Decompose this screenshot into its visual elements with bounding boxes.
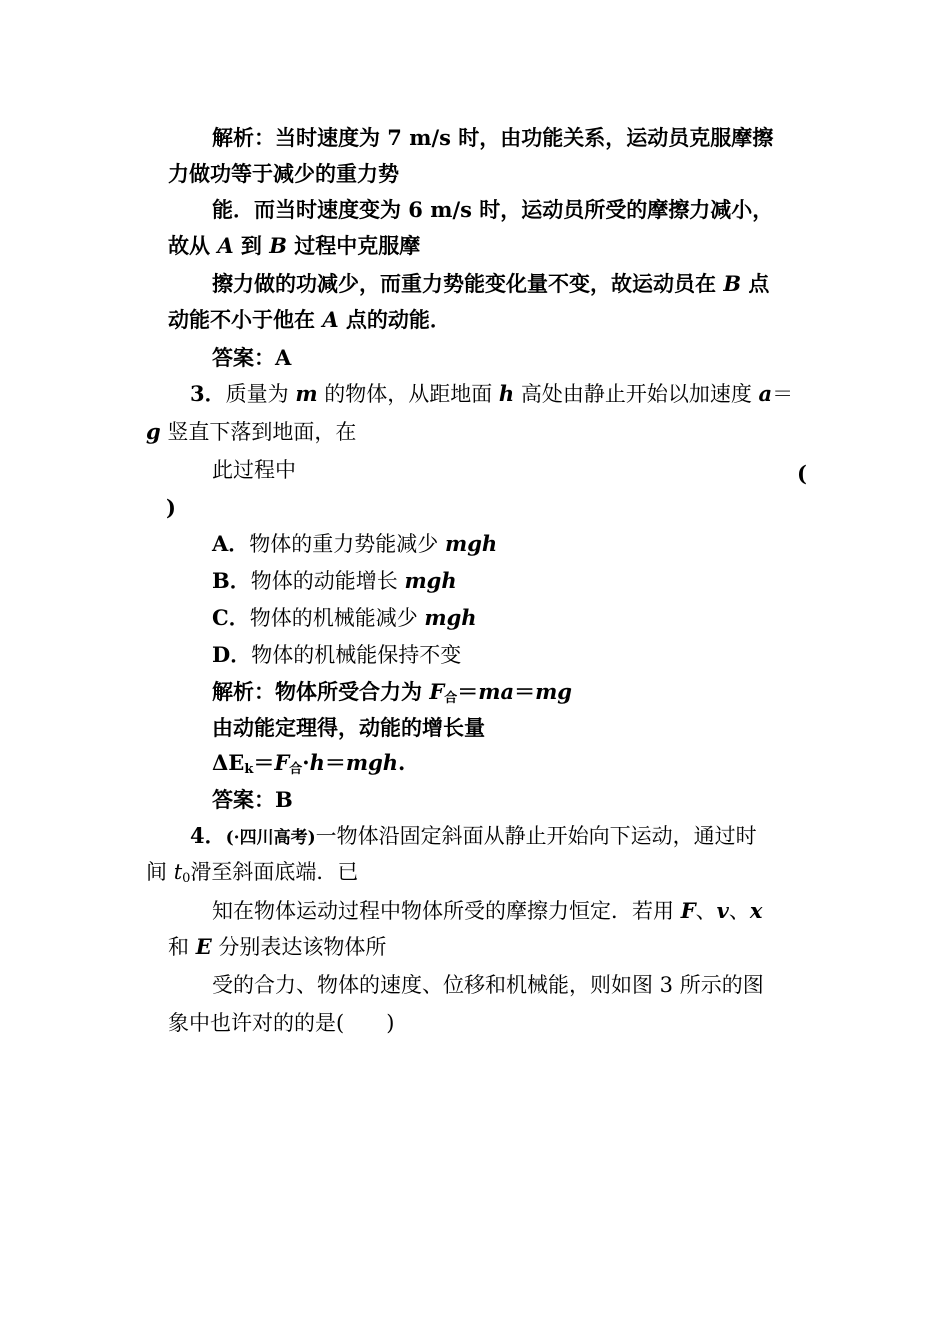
point-a-symbol: A bbox=[322, 307, 339, 332]
var-f: F bbox=[680, 898, 696, 923]
text-fragment: 点 bbox=[741, 271, 770, 296]
option-text: 物体的机械能保持不变 bbox=[251, 643, 462, 667]
option-expr: mgh bbox=[404, 568, 457, 593]
question-4-line-3 bbox=[212, 897, 762, 925]
text-fragment: 点的动能． bbox=[338, 307, 451, 332]
text-fragment: 知在物体运动过程中物体所受的摩擦力恒定．若用 bbox=[212, 899, 681, 923]
question-3-line-2 bbox=[146, 418, 356, 446]
answer-q2: 答案：A bbox=[212, 345, 292, 370]
text-fragment: 间 bbox=[146, 860, 174, 884]
question-4-line-4 bbox=[168, 933, 386, 961]
var-e: E bbox=[195, 934, 212, 959]
explanation-line-5 bbox=[212, 270, 769, 298]
option-expr: mgh bbox=[444, 531, 498, 556]
text-fragment: 竖直下落到地面，在 bbox=[160, 420, 357, 444]
explanation-line-3: 能．而当时速度变为 6 m/s 时，运动员所受的摩擦力减小， bbox=[212, 197, 774, 222]
question-number: 4． bbox=[190, 823, 226, 848]
text-fragment: 滑至斜面底端．已 bbox=[190, 860, 359, 884]
var-v: v bbox=[716, 898, 729, 923]
answer-paren-close: ) bbox=[166, 495, 176, 520]
question-4-line-6: 象中也许对的的是( ) bbox=[168, 1011, 395, 1035]
var-x: x bbox=[749, 898, 763, 923]
option-label: A． bbox=[212, 531, 250, 556]
var-f: F bbox=[429, 679, 445, 704]
dot-operator: · bbox=[302, 750, 310, 775]
equals-sign: ＝ bbox=[514, 679, 536, 704]
explanation-line-6 bbox=[168, 306, 451, 334]
separator: 、 bbox=[695, 899, 717, 923]
question-4-line-5: 受的合力、物体的速度、位移和机械能，则如图 3 所示的图 bbox=[212, 973, 764, 997]
option-d bbox=[212, 641, 461, 669]
subscript: 0 bbox=[182, 871, 191, 886]
option-text: 物体的机械能减少 bbox=[249, 606, 425, 630]
question-3-line-1 bbox=[190, 380, 793, 408]
point-b-symbol: B bbox=[269, 233, 287, 258]
delta-e: ΔE bbox=[212, 750, 245, 775]
explanation-line-2: 力做功等于减少的重力势 bbox=[168, 161, 399, 186]
explanation-label: 解析： bbox=[212, 679, 275, 704]
separator: 、 bbox=[728, 899, 750, 923]
text-fragment: 动能不小于他在 bbox=[168, 307, 323, 332]
option-a bbox=[212, 530, 497, 558]
question-4-line-1 bbox=[190, 822, 757, 852]
var-m: m bbox=[295, 381, 318, 406]
text-fragment: 故从 bbox=[168, 233, 218, 258]
text-fragment: 一物体沿固定斜面从静止开始向下运动，通过时 bbox=[315, 824, 757, 848]
point-b-symbol: B bbox=[723, 271, 742, 296]
text-fragment: 到 bbox=[233, 233, 270, 258]
text-fragment: 分别表达该物体所 bbox=[211, 935, 387, 959]
text-fragment: 擦力做的功减少，而重力势能变化量不变，故运动员在 bbox=[212, 271, 724, 296]
option-c bbox=[212, 604, 477, 632]
subscript: 合 bbox=[444, 691, 458, 706]
answer-q3: 答案：B bbox=[212, 787, 293, 812]
subscript: 合 bbox=[289, 762, 303, 777]
expr-ma: ma bbox=[478, 679, 515, 704]
option-label: D． bbox=[212, 642, 252, 667]
text-fragment: 物体所受合力为 bbox=[275, 679, 430, 704]
explanation-label: 解析： bbox=[212, 125, 275, 150]
question-number: 3． bbox=[190, 381, 226, 406]
var-g: g bbox=[146, 419, 161, 444]
explanation-line-4 bbox=[168, 232, 420, 260]
expr-mg: mg bbox=[535, 679, 572, 704]
text-fragment: 的物体，从距地面 bbox=[317, 382, 499, 406]
option-text: 物体的动能增长 bbox=[250, 569, 405, 593]
point-a-symbol: A bbox=[217, 233, 234, 258]
q3-explanation-line-1 bbox=[212, 678, 572, 713]
var-a: a bbox=[758, 381, 773, 406]
question-4-line-2 bbox=[146, 858, 358, 893]
subscript: k bbox=[244, 762, 254, 777]
explanation-line-1 bbox=[212, 124, 773, 152]
option-label: C． bbox=[212, 605, 250, 630]
var-f: F bbox=[274, 750, 290, 775]
equals-sign: ＝ bbox=[324, 750, 346, 775]
equals-sign: ＝ bbox=[457, 679, 479, 704]
option-text: 物体的重力势能减少 bbox=[249, 532, 445, 556]
period: . bbox=[398, 750, 406, 775]
text-fragment: 和 bbox=[168, 935, 196, 959]
text-fragment: 质量为 bbox=[225, 382, 296, 406]
option-expr: mgh bbox=[424, 605, 477, 630]
source-tag: (·四川高考) bbox=[225, 828, 316, 848]
option-b bbox=[212, 567, 457, 595]
text-fragment: 过程中克服摩 bbox=[286, 233, 421, 258]
expr-mgh: mgh bbox=[345, 750, 399, 775]
var-t: t bbox=[173, 860, 183, 884]
option-label: B． bbox=[212, 568, 251, 593]
explanation-text: 当时速度为 7 m/s 时，由功能关系，运动员克服摩擦 bbox=[275, 125, 774, 150]
text-fragment: ＝ bbox=[772, 382, 794, 406]
equals-sign: ＝ bbox=[253, 750, 275, 775]
var-h: h bbox=[309, 750, 325, 775]
answer-paren-open: ( bbox=[797, 461, 807, 486]
question-3-line-3: 此过程中 bbox=[212, 458, 296, 482]
var-h: h bbox=[498, 381, 515, 406]
text-fragment: 高处由静止开始以加速度 bbox=[514, 382, 759, 406]
q3-explanation-line-2: 由动能定理得，动能的增长量 bbox=[212, 715, 485, 740]
q3-explanation-line-3 bbox=[212, 749, 405, 784]
